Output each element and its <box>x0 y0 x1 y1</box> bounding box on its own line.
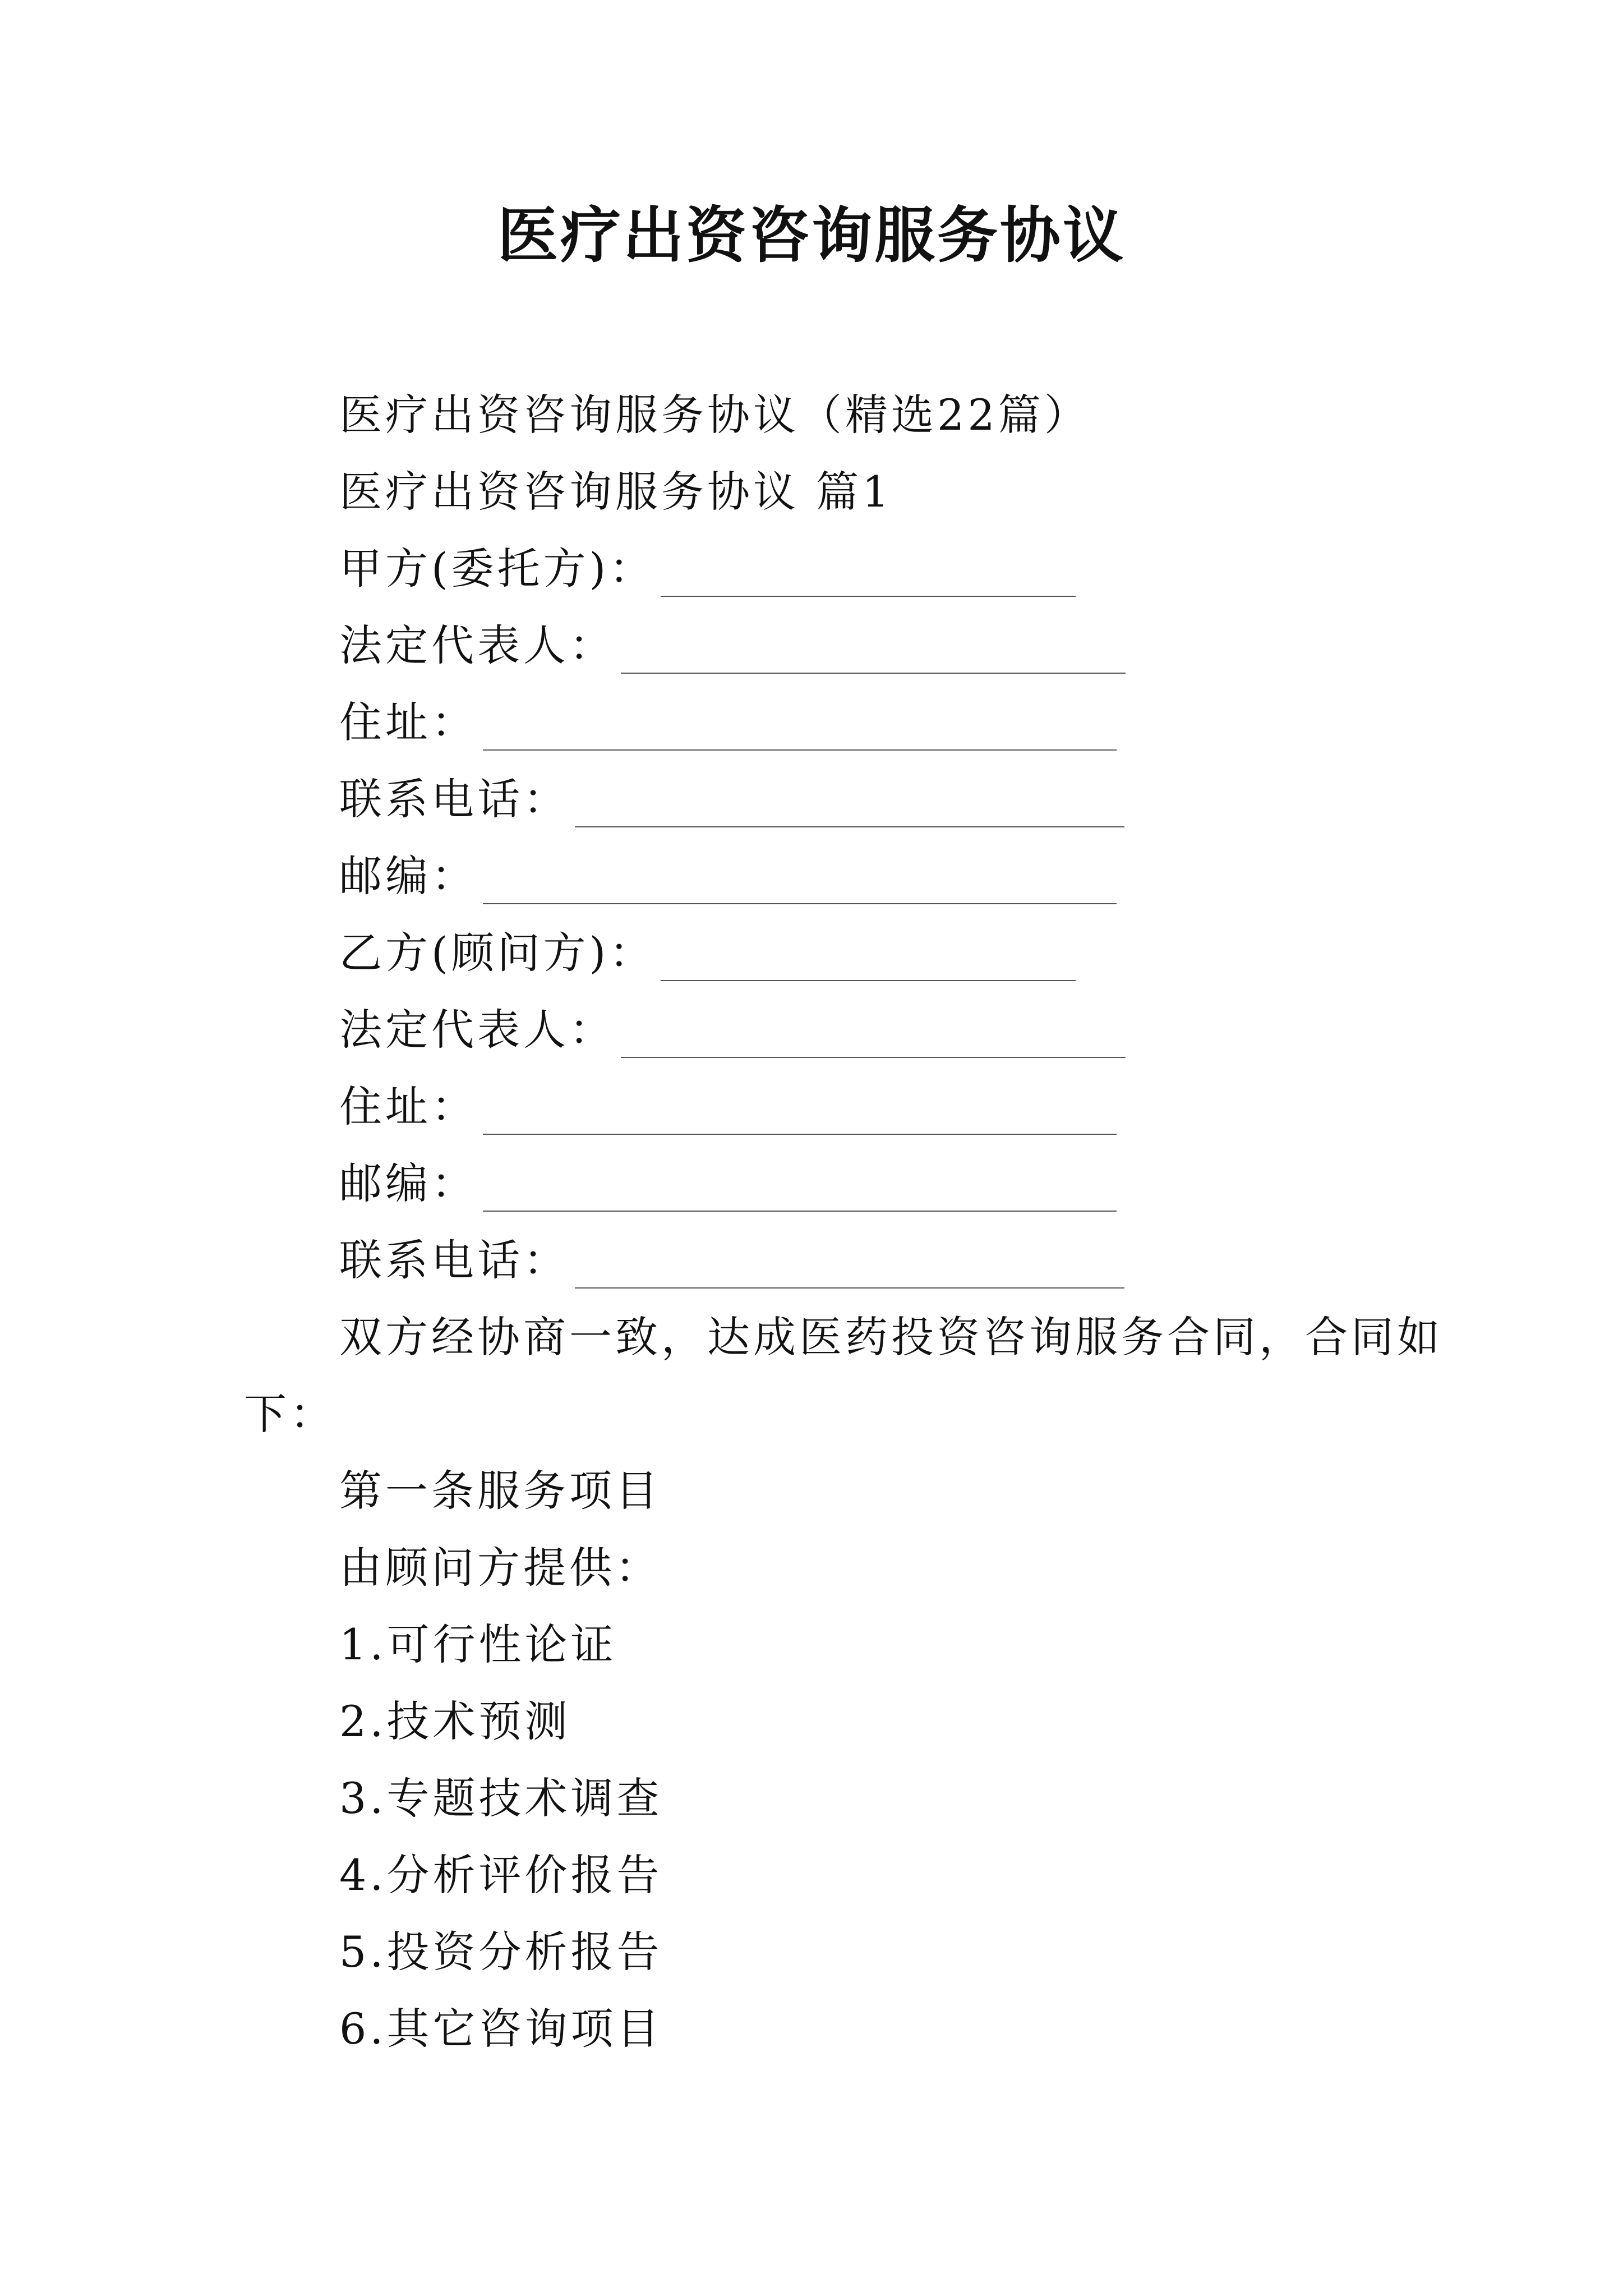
party-a-address-label: 住址： <box>339 697 477 747</box>
party-b-address-blank[interactable] <box>483 1094 1117 1135</box>
party-a-postcode-row <box>339 848 1117 904</box>
article-1-item: 5.投资分析报告 <box>339 1927 663 1977</box>
party-a-phone-row <box>339 771 1124 827</box>
party-b-legal-rep-label: 法定代表人： <box>339 1005 615 1055</box>
party-b-postcode-label: 邮编： <box>339 1158 477 1208</box>
party-b-phone-row <box>339 1232 1124 1289</box>
party-b-postcode-row <box>339 1156 1117 1212</box>
article-1-heading: 第一条服务项目 <box>339 1466 661 1516</box>
party-a-legal-rep-row <box>339 618 1126 674</box>
section-heading: 医疗出资咨询服务协议 篇1 <box>339 467 893 517</box>
party-a-address-blank[interactable] <box>483 710 1117 751</box>
party-b-phone-blank[interactable] <box>575 1248 1124 1289</box>
party-a-phone-label: 联系电话： <box>339 774 569 824</box>
party-a-blank[interactable] <box>661 556 1076 597</box>
article-1-lead: 由顾问方提供： <box>339 1543 661 1593</box>
party-a-legal-rep-blank[interactable] <box>621 633 1126 674</box>
party-a-label: 甲方(委托方)： <box>339 544 656 593</box>
party-a-postcode-blank[interactable] <box>483 864 1117 904</box>
party-b-postcode-blank[interactable] <box>483 1171 1117 1212</box>
party-a-phone-blank[interactable] <box>575 787 1124 827</box>
party-b-legal-rep-row <box>339 1002 1126 1058</box>
party-b-address-row <box>339 1079 1117 1135</box>
intro-paragraph-line-2: 下： <box>244 1389 336 1439</box>
party-b-blank[interactable] <box>661 941 1076 981</box>
party-b-phone-label: 联系电话： <box>339 1235 569 1285</box>
article-1-item: 2.技术预测 <box>339 1696 571 1746</box>
document-subtitle: 医疗出资咨询服务协议（精选22篇） <box>339 390 1090 440</box>
article-1-item: 1.可行性论证 <box>339 1619 617 1669</box>
article-1-item: 6.其它咨询项目 <box>339 2004 663 2054</box>
party-b-address-label: 住址： <box>339 1082 477 1131</box>
party-a-row <box>339 541 1076 597</box>
article-1-item: 3.专题技术调查 <box>339 1773 663 1823</box>
party-b-label: 乙方(顾问方)： <box>339 928 656 978</box>
party-a-address-row <box>339 694 1117 751</box>
party-b-row <box>339 925 1076 981</box>
party-b-legal-rep-blank[interactable] <box>621 1018 1126 1058</box>
intro-paragraph-line-1: 双方经协商一致，达成医药投资咨询服务合同，合同如 <box>339 1312 1443 1362</box>
party-a-legal-rep-label: 法定代表人： <box>339 620 615 670</box>
document-title: 医疗出资咨询服务协议 <box>497 200 1126 271</box>
article-1-item: 4.分析评价报告 <box>339 1850 663 1900</box>
party-a-postcode-label: 邮编： <box>339 851 477 901</box>
